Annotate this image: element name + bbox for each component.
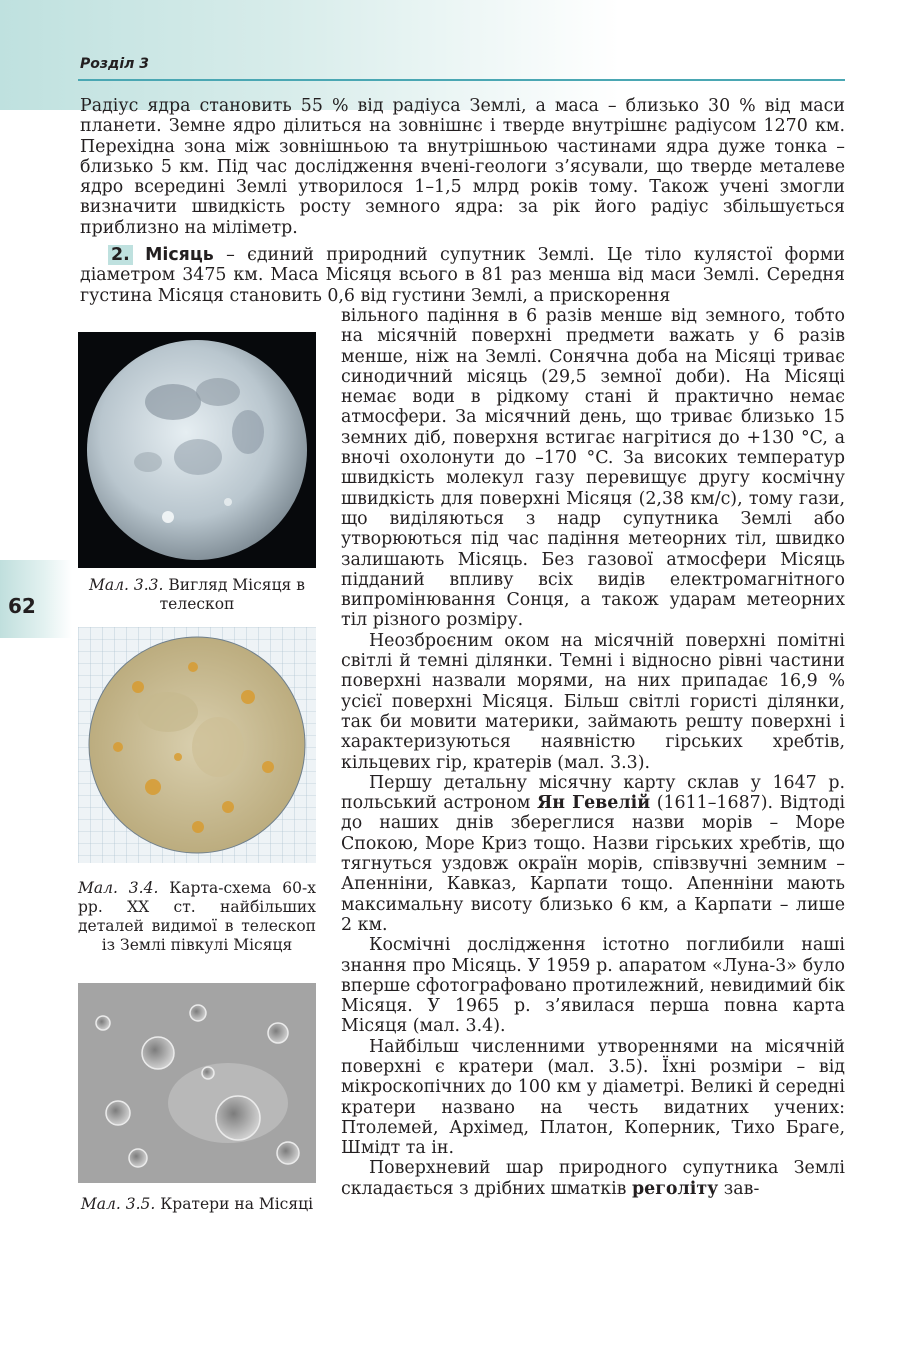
paragraph-seas: Неозброєним оком на місячній поверхні помітні світлі й темні ділянки. Темні і відносно рівні частини поверхні назвали морями, на них припадає 16,9 % усієї поверхні Місяця. Більш світлі гористі ділянки, так би мовити материки, займають решту поверхні і характеризуються наявністю гірських хребтів, кільцевих гір, кратерів (мал. 3.3). — [341, 630, 845, 773]
page-number: 62 — [8, 594, 36, 618]
caption-label: Мал. 3.4. — [78, 879, 159, 897]
regolith-text-a: Поверхневий шар природного супутника Землі складається з дрібних шматків — [341, 1158, 845, 1199]
paragraph-space-research: Космічні дослідження істотно поглибили наші знання про Місяць. У 1959 р. апаратом «Луна-3» було вперше сфотографовано протилежний, невидимий бік Місяця. У 1965 р. з’явилася перша повна карта Місяця (мал. 3.4). — [341, 935, 845, 1037]
moon-map-figure — [78, 627, 316, 863]
paragraph-hevelius — [341, 773, 845, 935]
regolith-term: реголіту — [632, 1178, 719, 1199]
paragraph-craters: Найбільш численними утвореннями на місячній поверхні є кратери (мал. 3.5). Їхні розміри – від мікроскопічних до 100 км у діаметрі. Великі й середні кратери названо на честь видатних учених: Птолемей, Архімед, Платон, Коперник, Тихо Браге, Шмідт та ін. — [341, 1036, 845, 1159]
moon-craters-photo — [78, 983, 316, 1183]
caption-text: Вигляд Місяця в телескоп — [159, 576, 305, 613]
header-band — [0, 0, 620, 110]
caption-fig-3-5 — [78, 1195, 316, 1214]
caption-text: Кратери на Місяці — [155, 1195, 314, 1213]
hevelius-text-a: Першу детальну місячну карту склав у 1647 р. польський астроном — [341, 772, 845, 814]
hevelius-text-b: (1611–1687). Відтоді до наших днів збереглися назви морів – Море Спокою, Море Криз тощо. Назви гірських хребтів, що тягнуться уздовж окраїн морів, співзвучні земним – Апенніни, Кавказ, Карпати тощо. Апенніни мають максимальну висоту близько 6 км, а Карпати – лише 2 км. — [341, 793, 846, 935]
section-number: 2. — [108, 245, 133, 265]
caption-fig-3-4 — [78, 879, 316, 955]
moon-telescope-photo — [78, 332, 316, 568]
hevelius-name: Ян Гевелій — [536, 793, 651, 814]
paragraph-moon-conditions: вільного падіння в 6 разів менше від земного, тобто на місячній поверхні предмети важать у 6 разів менше, ніж на Землі. Сонячна доба на Місяці триває синодичний місяць (29,5 земної доби). На Місяці немає води в рідкому стані й практично немає атмосфери. За місячний день, що триває близько 15 земних діб, поверхня встигає нагрітися до +130 °C, а вночі охолонути до –170 °C. За високих температур швидкість молекул газу перевищує другу космічну швидкість для поверхні Місяця (2,38 км/с), тому гази, що виділяються з надр супутника Землі або утворюються під час падіння метеорних тіл, швидко залишають Місяць. Без газової атмосфери Місяць підданий впливу всіх видів електромагнітного випромінювання Сонця, а також ударам метеорних тіл різного розміру. — [341, 306, 845, 631]
caption-text: Карта-схема 60-х рр. XX ст. найбільших деталей видимої в телескоп із Землі півкулі Місяця — [78, 879, 316, 954]
caption-label: Мал. 3.5. — [80, 1195, 156, 1213]
section-lead-text: – єдиний природний супутник Землі. Це тіло кулястої форми діаметром 3475 км. Маса Місяця всього в 81 раз менша від маси Землі. Середня густина Місяця становить 0,6 від густини Землі, а прискорення — [80, 245, 846, 306]
regolith-text-b: зав- — [718, 1178, 760, 1199]
section-title: Місяць — [145, 245, 214, 265]
paragraph-regolith — [341, 1158, 845, 1199]
main-text-column — [341, 306, 845, 1199]
intro-paragraph: Радіус ядра становить 55 % від радіуса Землі, а маса – близько 30 % від маси планети. Земне ядро ділиться на зовнішнє і тверде внутрішнє радіусом 1270 км. Перехідна зона між зовнішньою та внутрішньою частинами ядра дуже тонка – близько 5 км. Під час дослідження вчені-геологи з’ясували, що тверде металеве ядро всередині Землі утворилося 1–1,5 млрд років тому. Також учені змогли визначити швидкість росту земного ядра: за рік його радіус збільшується приблизно на міліметр. — [80, 96, 845, 238]
caption-label: Мал. 3.3. — [89, 576, 164, 594]
section-2-lead — [80, 245, 845, 306]
section-label: Розділ 3 — [80, 56, 149, 72]
header-rule — [78, 79, 845, 81]
caption-fig-3-3 — [78, 576, 316, 614]
